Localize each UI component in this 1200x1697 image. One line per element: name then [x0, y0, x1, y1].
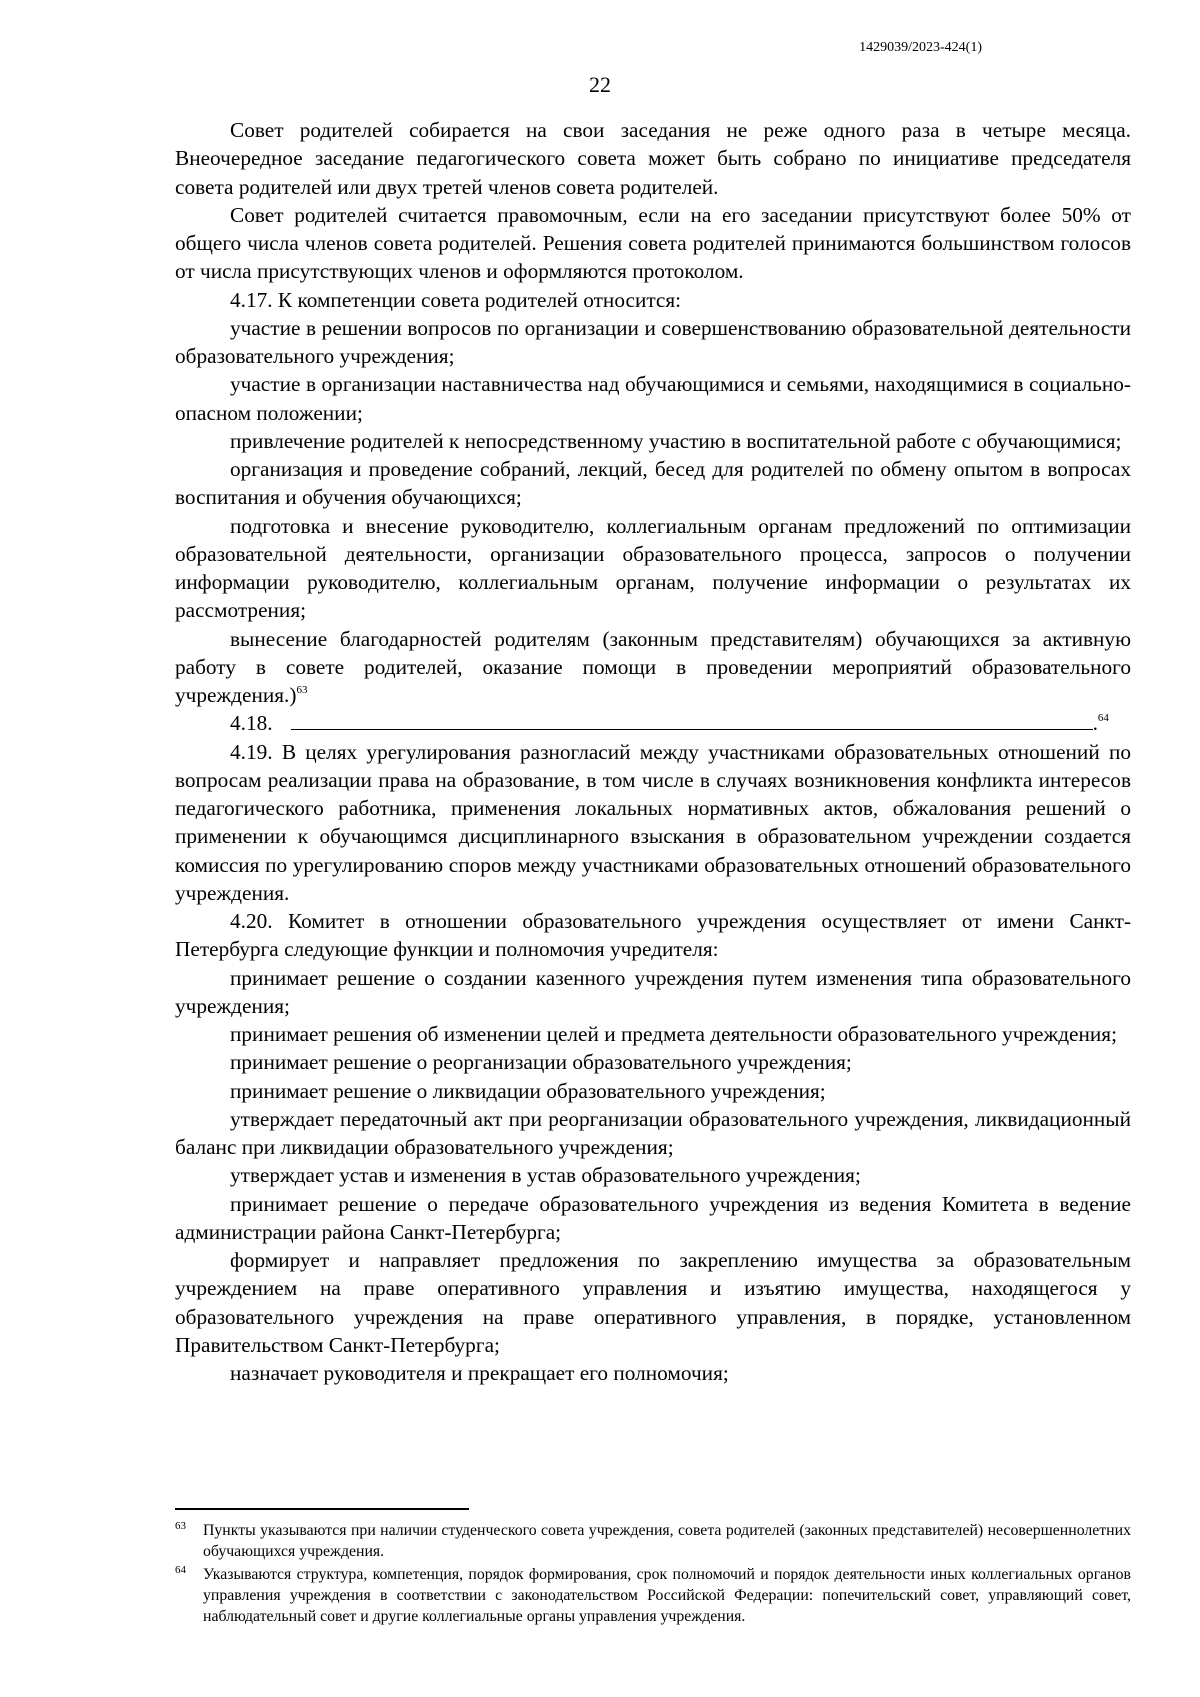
paragraph: принимает решение о ликвидации образовательного учреждения;	[230, 1078, 826, 1103]
footnote-text: Указываются структура, компетенция, порядок формирования, срок полномочий и порядок деятельности иных коллегиальных органов управления учреждения в соответствии с законодательством Российской Федерации: попечительский совет, управляющий совет, наблюдательный совет и другие коллегиальные органы управления учреждения.	[203, 1566, 1131, 1625]
paragraph: участие в решении вопросов по организации и совершенствованию образовательной деятельности образовательного учреждения;	[175, 315, 1131, 368]
paragraph: принимает решение о реорганизации образовательного учреждения;	[230, 1050, 852, 1075]
item-418-end: .	[1092, 711, 1098, 736]
footnote-63	[175, 1520, 1131, 1562]
footnote-64	[175, 1564, 1131, 1627]
paragraph-with-footnote	[175, 625, 1131, 710]
paragraph: 4.19. В целях урегулирования разногласий между участниками образовательных отношений по вопросам реализации права на образование, в том числе в случаях возникновения конфликта интересов педагогического работника, применения локальных нормативных актов, обжалования решений о применении к обучающимся дисциплинарного взыскания в образовательном учреждении создается комиссия по урегулированию споров между участниками образовательных отношений образовательного учреждения.	[175, 739, 1131, 905]
item-418-label: 4.18.	[230, 711, 273, 736]
paragraph: Совет родителей собирается на свои заседания не реже одного раза в четыре месяца. Внеочередное заседание педагогического совета может быть собрано по инициативе председателя совета родителей или двух третей членов совета родителей.	[175, 118, 1131, 199]
footnotes	[175, 1520, 1131, 1629]
paragraph: подготовка и внесение руководителю, коллегиальным органам предложений по оптимизации образовательной деятельности, организации образовательного процесса, запросов о получении информации руководителю, коллегиальным органам, получение информации о результатах их рассмотрения;	[175, 513, 1131, 623]
page-number: 22	[589, 72, 611, 97]
paragraph: формирует и направляет предложения по закреплению имущества за образовательным учреждением на праве оперативного управления и изъятию имущества, находящегося у образовательного учреждения на праве оперативного управления, в порядке, установленном Правительством Санкт-Петербурга;	[175, 1248, 1131, 1357]
paragraph: принимает решения об изменении целей и предмета деятельности образовательного учреждения;	[230, 1022, 1118, 1046]
paragraph: назначает руководителя и прекращает его полномочия;	[230, 1361, 729, 1385]
blank-fill-line	[291, 711, 1093, 730]
paragraph: утверждает передаточный акт при реорганизации образовательного учреждения, ликвидационный баланс при ликвидации образовательного учреждения;	[175, 1106, 1131, 1159]
paragraph: привлечение родителей к непосредственному участию в воспитательной работе с обучающимися;	[230, 428, 1122, 453]
footnote-divider	[175, 1508, 469, 1510]
footnote-mark: 64	[175, 1564, 186, 1576]
footnote-ref-64: 64	[1097, 712, 1109, 725]
paragraph: принимает решение о создании казенного учреждения путем изменения типа образовательного учреждения;	[175, 965, 1131, 1018]
footnote-text: Пункты указываются при наличии студенческого совета учреждения, совета родителей (законных представителей) несовершеннолетних обучающихся учреждения.	[203, 1522, 1131, 1560]
footnote-ref-63: 63	[296, 684, 308, 696]
item-418	[175, 709, 1131, 737]
paragraph: 4.17. К компетенции совета родителей относится:	[230, 287, 682, 312]
paragraph-text: вынесение благодарностей родителям (законным представителям) обучающихся за активную работу в совете родителей, оказание помощи в проведении мероприятий образовательного учреждения.)	[175, 626, 1131, 707]
footnote-mark: 63	[175, 1520, 186, 1532]
paragraph: утверждает устав и изменения в устав образовательного учреждения;	[230, 1163, 861, 1188]
document-body	[175, 116, 1131, 1387]
paragraph: организация и проведение собраний, лекций, бесед для родителей по обмену опытом в вопросах воспитания и обучения обучающихся;	[175, 457, 1131, 510]
paragraph: 4.20. Комитет в отношении образовательного учреждения осуществляет от имени Санкт-Петербурга следующие функции и полномочия учредителя:	[175, 909, 1131, 962]
paragraph: участие в организации наставничества над обучающимися и семьями, находящимися в социально-опасном положении;	[175, 372, 1131, 425]
paragraph: принимает решение о передаче образовательного учреждения из ведения Комитета в ведение администрации района Санкт-Петербурга;	[175, 1191, 1131, 1244]
paragraph: Совет родителей считается правомочным, если на его заседании присутствуют более 50% от общего числа членов совета родителей. Решения совета родителей принимаются большинством голосов от числа присутствующих членов и оформляются протоколом.	[175, 202, 1131, 284]
document-id: 1429039/2023-424(1)	[859, 40, 982, 55]
